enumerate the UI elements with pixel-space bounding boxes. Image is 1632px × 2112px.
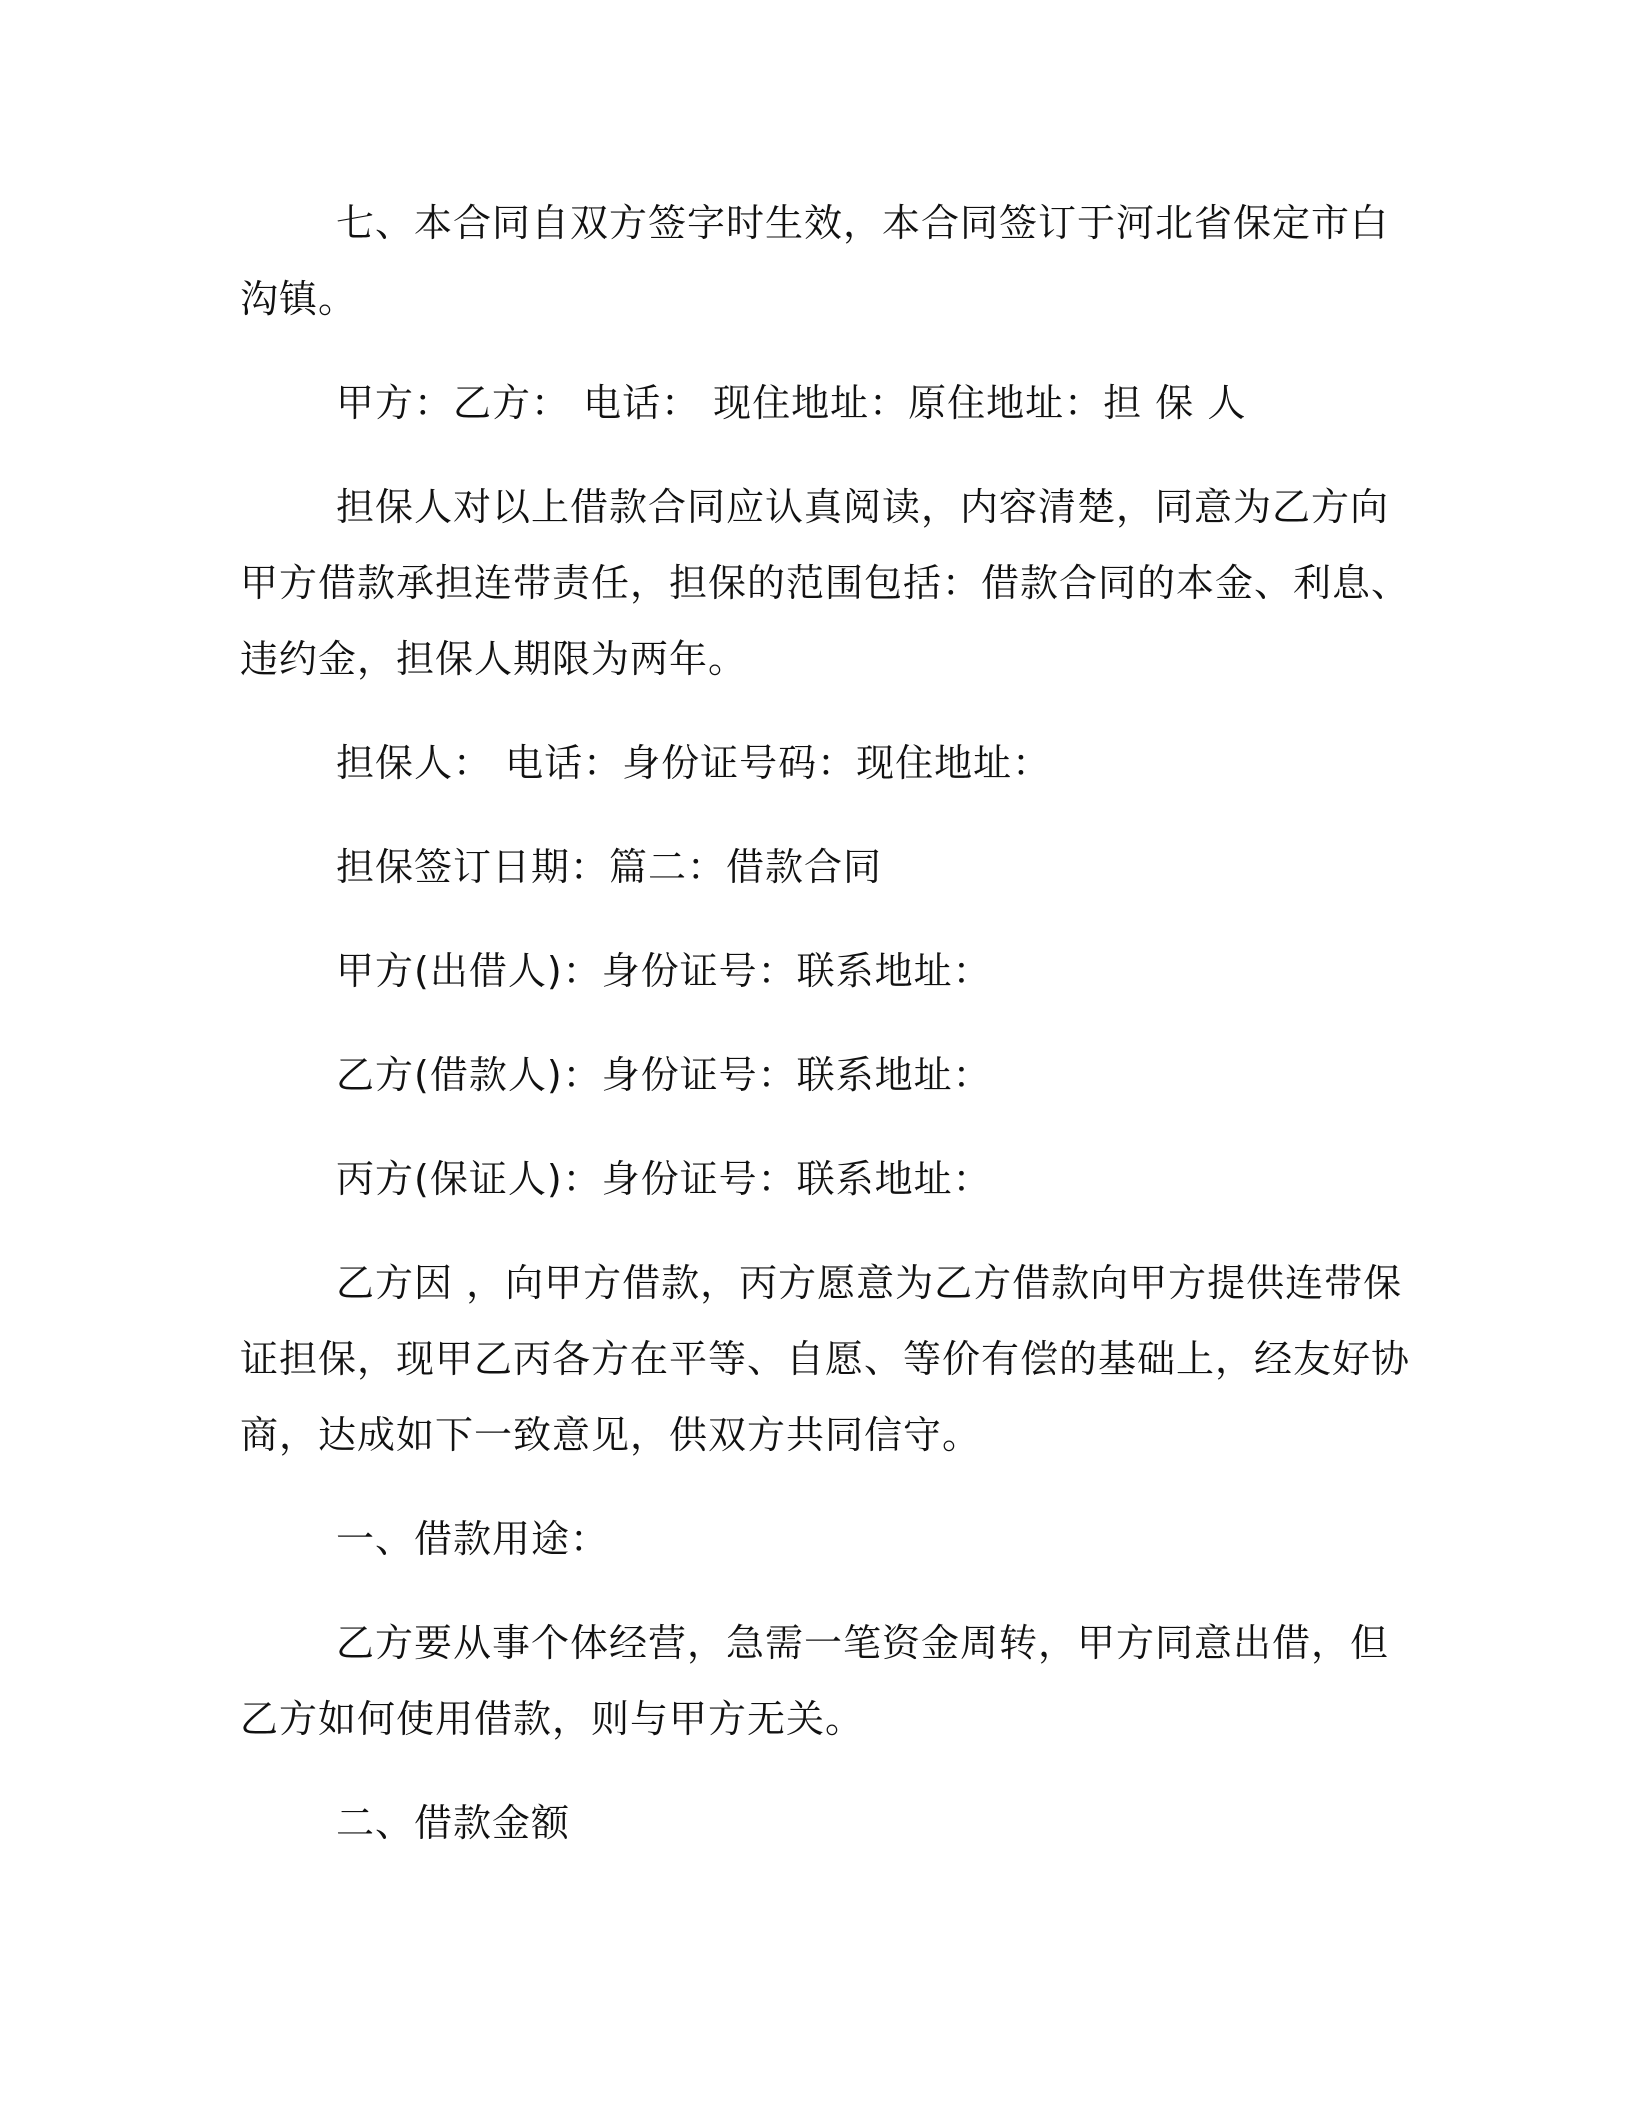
party-a-line: 甲方(出借人)：身份证号：联系地址： [336, 949, 992, 993]
party-c-line: 丙方(保证人)：身份证号：联系地址： [336, 1157, 992, 1201]
paragraph-gap [240, 697, 1420, 725]
paragraph-gap [240, 905, 1420, 933]
signature-line-parties: 甲方：乙方： 电话： 现住地址：原住地址：担 保 人 [336, 381, 1247, 425]
guarantee-date-line: 担保签订日期：篇二：借款合同 [336, 845, 883, 889]
paragraph-gap [240, 441, 1420, 469]
party-b-line: 乙方(借款人)：身份证号：联系地址： [336, 1053, 992, 1097]
paragraph-gap [240, 801, 1420, 829]
paragraph-gap [240, 1473, 1420, 1501]
paragraph-gap [240, 1113, 1420, 1141]
document-body [240, 185, 1420, 1861]
preamble-paragraph: 乙方因 ，向甲方借款，丙方愿意为乙方借款向甲方提供连带保证担保，现甲乙丙各方在平等、自愿、等价有偿的基础上，经友好协商，达成如下一致意见，供双方共同信守。 [240, 1261, 1411, 1457]
paragraph-gap [240, 337, 1420, 365]
section-heading-purpose: 一、借款用途： [336, 1517, 610, 1561]
paragraph-gap [240, 1217, 1420, 1245]
paragraph-gap [240, 1009, 1420, 1037]
section-heading-amount: 二、借款金额 [336, 1801, 571, 1845]
purpose-paragraph: 乙方要从事个体经营，急需一笔资金周转，甲方同意出借，但乙方如何使用借款，则与甲方无关。 [240, 1621, 1390, 1741]
paragraph-gap [240, 1577, 1420, 1605]
paragraph-gap [240, 1757, 1420, 1785]
guarantor-info-line: 担保人： 电话：身份证号码：现住地址： [336, 741, 1052, 785]
clause-seven-effective: 七、本合同自双方签字时生效，本合同签订于河北省保定市白沟镇。 [240, 201, 1390, 321]
guarantor-statement: 担保人对以上借款合同应认真阅读，内容清楚，同意为乙方向甲方借款承担连带责任，担保的范围包括：借款合同的本金、利息、违约金，担保人期限为两年。 [240, 485, 1411, 681]
